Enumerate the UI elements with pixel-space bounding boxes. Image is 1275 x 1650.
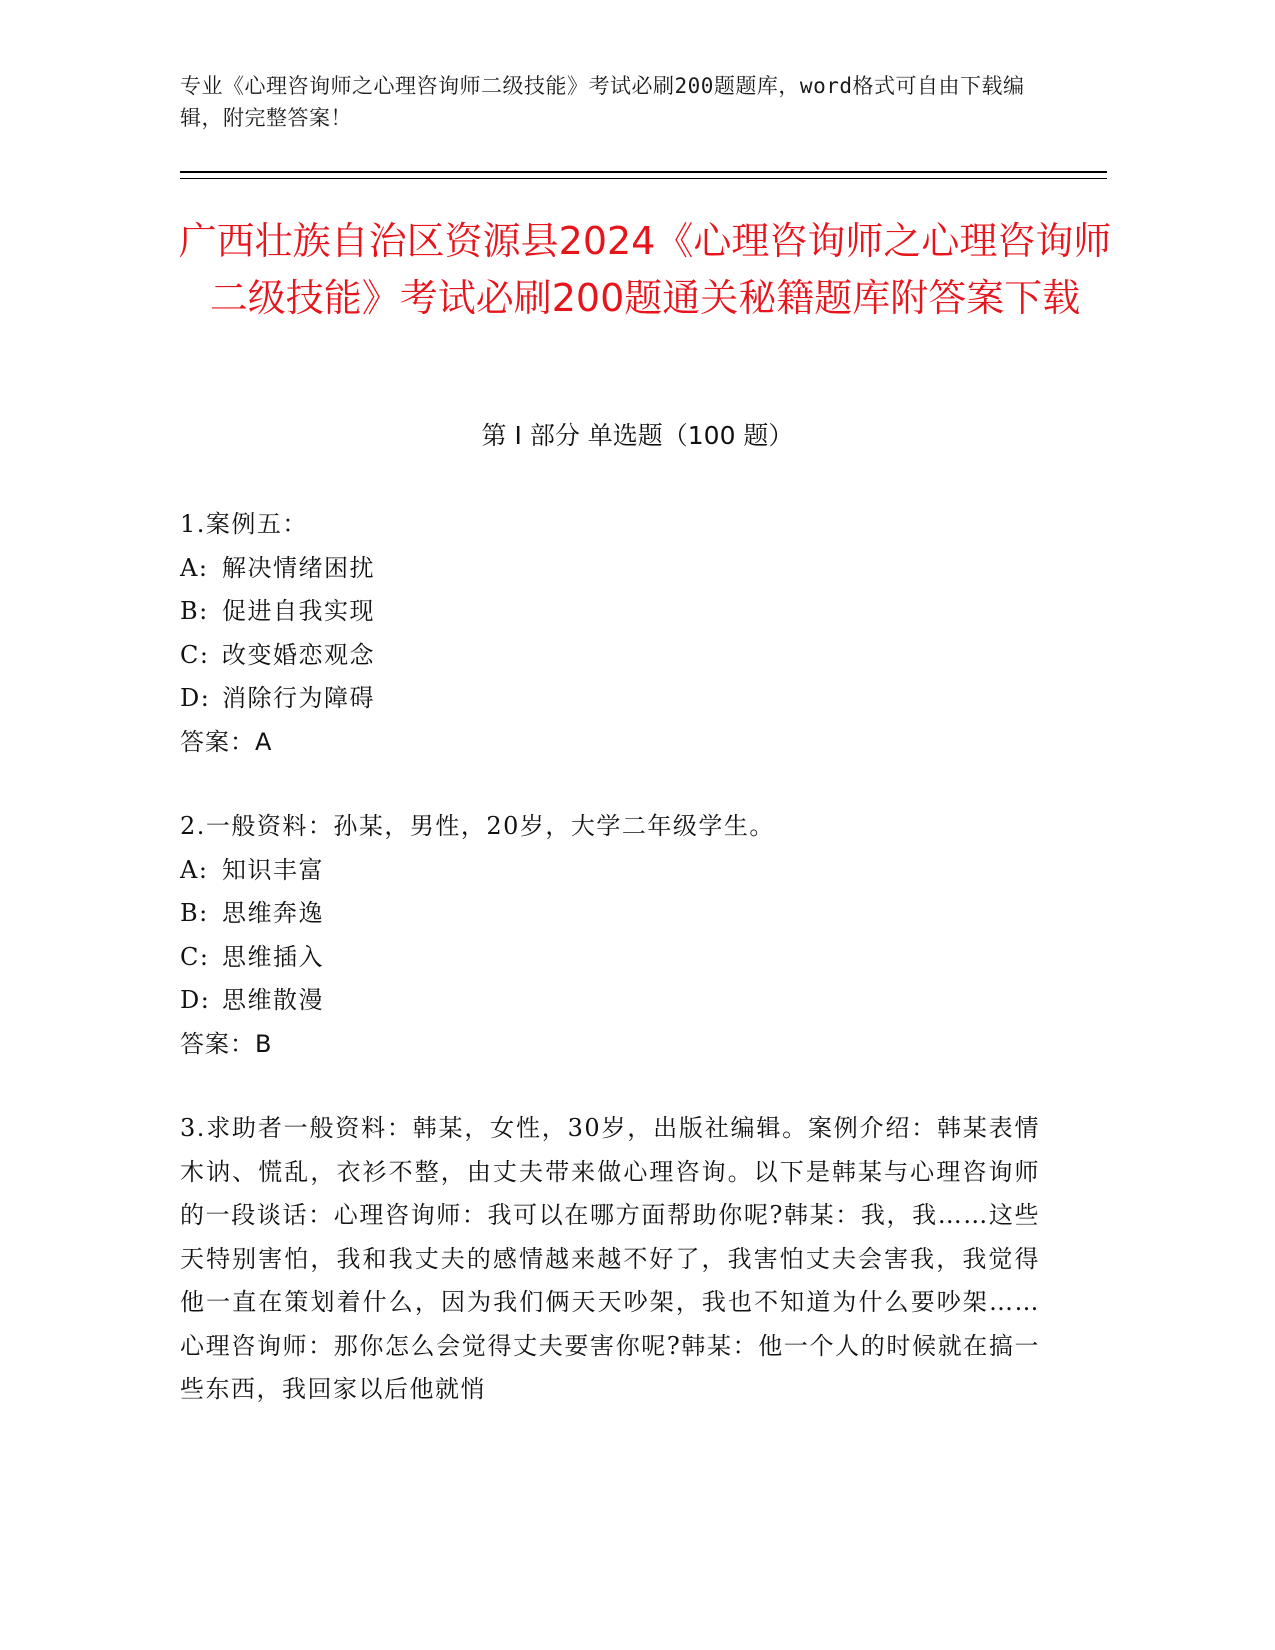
question-text: 3.求助者一般资料：韩某，女性，30岁，出版社编辑。案例介绍：韩某表情木讷、慌乱，衣衫不整，由丈夫带来做心理咨询。以下是韩某与心理咨询师的一段谈话：心理咨询师：我可以在哪方面帮助你呢?韩某：我，我……这些天特别害怕，我和我丈夫的感情越来越不好了，我害怕丈夫会害我，我觉得他一直在策划着什么，因为我们俩天天吵架，我也不知道为什么要吵架……心理咨询师：那你怎么会觉得丈夫要害你呢?韩某：他一个人的时候就在搞一些东西，我回家以后他就悄 [180, 1114, 1040, 1403]
question-1 [180, 503, 1040, 764]
header-note: 专业《心理咨询师之心理咨询师二级技能》考试必刷200题题库，word格式可自由下载编辑，附完整答案！ [180, 74, 1025, 130]
header-divider-thick [180, 171, 1107, 173]
option-text: 解决情绪困扰 [222, 553, 375, 582]
option-text: 思维插入 [222, 942, 324, 971]
header-divider-thin [180, 178, 1107, 179]
section-title: 第 I 部分 单选题（100 题） [481, 421, 794, 450]
question-3 [180, 1107, 1040, 1412]
option-text: 促进自我实现 [222, 597, 375, 625]
option-b [180, 590, 1040, 634]
option-d [180, 979, 1040, 1023]
option-text: 改变婚恋观念 [222, 640, 375, 669]
option-b [180, 892, 1040, 936]
option-c [180, 634, 1040, 678]
option-c [180, 936, 1040, 980]
option-label: B: [180, 899, 209, 927]
document-title: 广西壮族自治区资源县2024《心理咨询师之心理咨询师二级技能》考试必刷200题通关秘籍题库附答案下载 [178, 219, 1112, 320]
question-2 [180, 805, 1040, 1066]
option-a [180, 547, 1040, 591]
option-label: A: [180, 855, 209, 884]
option-text: 消除行为障碍 [222, 684, 375, 712]
option-text: 知识丰富 [222, 855, 324, 884]
option-label: C: [180, 942, 210, 971]
option-label: D: [180, 684, 211, 712]
question-text: 1.案例五： [180, 510, 308, 538]
option-d [180, 677, 1040, 721]
option-text: 思维奔逸 [222, 899, 324, 927]
option-text: 思维散漫 [222, 986, 324, 1014]
option-label: A: [180, 553, 209, 582]
answer: 答案：A [180, 727, 273, 756]
question-text: 2.一般资料：孙某，男性，20岁，大学二年级学生。 [180, 812, 775, 840]
question-list [180, 503, 1040, 1453]
option-label: D: [180, 986, 211, 1014]
answer: 答案：B [180, 1029, 273, 1058]
option-a [180, 849, 1040, 893]
option-label: C: [180, 640, 210, 669]
option-label: B: [180, 597, 209, 625]
